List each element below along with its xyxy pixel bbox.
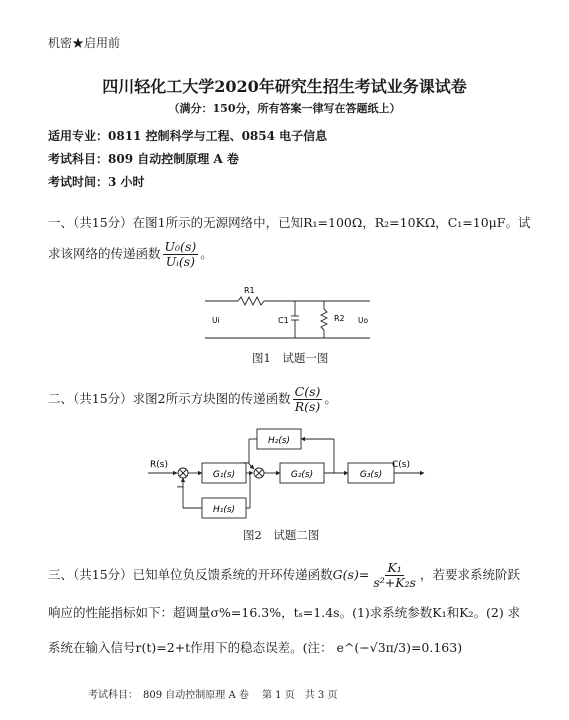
label-g3: G₃(s)	[359, 470, 383, 480]
q3-note-expression: e^(−√3π/3)=0.163	[336, 640, 458, 655]
minus-sign-1: −	[176, 482, 185, 493]
q3-text-line3	[48, 638, 462, 656]
label-output: C(s)	[392, 460, 410, 470]
circuit-diagram	[200, 283, 375, 345]
block-diagram	[140, 422, 430, 522]
q3-frac-num: K₁	[387, 560, 402, 575]
label-h1: H₁(s)	[212, 505, 236, 515]
q2-prefix: 二、（共15分）求图2所示方块图的传递函数	[48, 390, 291, 406]
confidential-mark: 机密★启用前	[48, 36, 121, 50]
q2-frac-den: R(s)	[294, 398, 321, 414]
q3-text-line1	[48, 561, 520, 590]
label-r1: R1	[244, 286, 255, 295]
q1-text-line1: 一、（共15分）在图1所示的无源网络中，已知R₁=100Ω，R₂=10KΩ，C₁=10μF。试	[48, 215, 531, 230]
q1-frac-num: U₀(s)	[164, 239, 197, 254]
q1-transfer-fraction	[163, 240, 199, 269]
q3-suffix: ，若要求系统阶跃	[419, 566, 520, 582]
q2-suffix: 。	[324, 390, 337, 406]
q3-line3-suffix: )	[457, 640, 463, 655]
label-g1: G₁(s)	[212, 470, 236, 480]
label-c1: C1	[278, 316, 289, 325]
info-major: 适用专业：0811 控制科学与工程、0854 电子信息	[48, 129, 328, 143]
q2-text-line	[48, 385, 337, 414]
q3-frac-den: s²+K₂s	[373, 574, 416, 590]
q3-prefix: 三、（共15分）已知单位负反馈系统的开环传递函数	[48, 566, 333, 582]
figure2-caption: 图2 试题二图	[243, 528, 320, 542]
resistor-r1-symbol	[238, 297, 264, 305]
label-h2: H₂(s)	[267, 436, 291, 446]
footer-page: 第 1 页 共 3 页	[262, 690, 338, 701]
q1-frac-den: Uᵢ(s)	[165, 253, 195, 269]
q2-frac-num: C(s)	[294, 384, 321, 399]
label-r2: R2	[334, 314, 345, 323]
q3-text-line2: 响应的性能指标如下：超调量σ%=16.3%，tₛ=1.4s。(1)求系统参数K₁和K₂。(2) 求	[48, 605, 521, 620]
resistor-r2-symbol	[321, 309, 327, 330]
q1-prefix: 求该网络的传递函数	[48, 245, 161, 261]
q3-line3-prefix: 系统在输入信号r(t)=2+t作用下的稳态误差。(注：	[48, 640, 333, 655]
label-uo: Uo	[358, 316, 369, 325]
info-time: 考试时间：3 小时	[48, 175, 145, 189]
q2-transfer-fraction	[293, 385, 323, 414]
info-subject: 考试科目：809 自动控制原理 A 卷	[48, 152, 239, 166]
q1-suffix: 。	[200, 245, 213, 261]
footer-subject: 考试科目： 809 自动控制原理 A 卷	[88, 690, 249, 701]
exam-title: 四川轻化工大学2020年研究生招生考试业务课试卷	[102, 77, 467, 96]
label-input: R(s)	[150, 460, 168, 470]
q3-gs: G(s)=	[332, 566, 370, 582]
label-g2: G₂(s)	[290, 470, 314, 480]
label-ui: Ui	[212, 316, 220, 325]
exam-subtitle: （满分：150分，所有答案一律写在答题纸上）	[168, 102, 401, 115]
q3-transfer-fraction	[371, 561, 418, 590]
minus-sign-2: −	[242, 458, 251, 469]
figure1-caption: 图1 试题一图	[252, 351, 329, 365]
q1-text-line2	[48, 240, 213, 269]
